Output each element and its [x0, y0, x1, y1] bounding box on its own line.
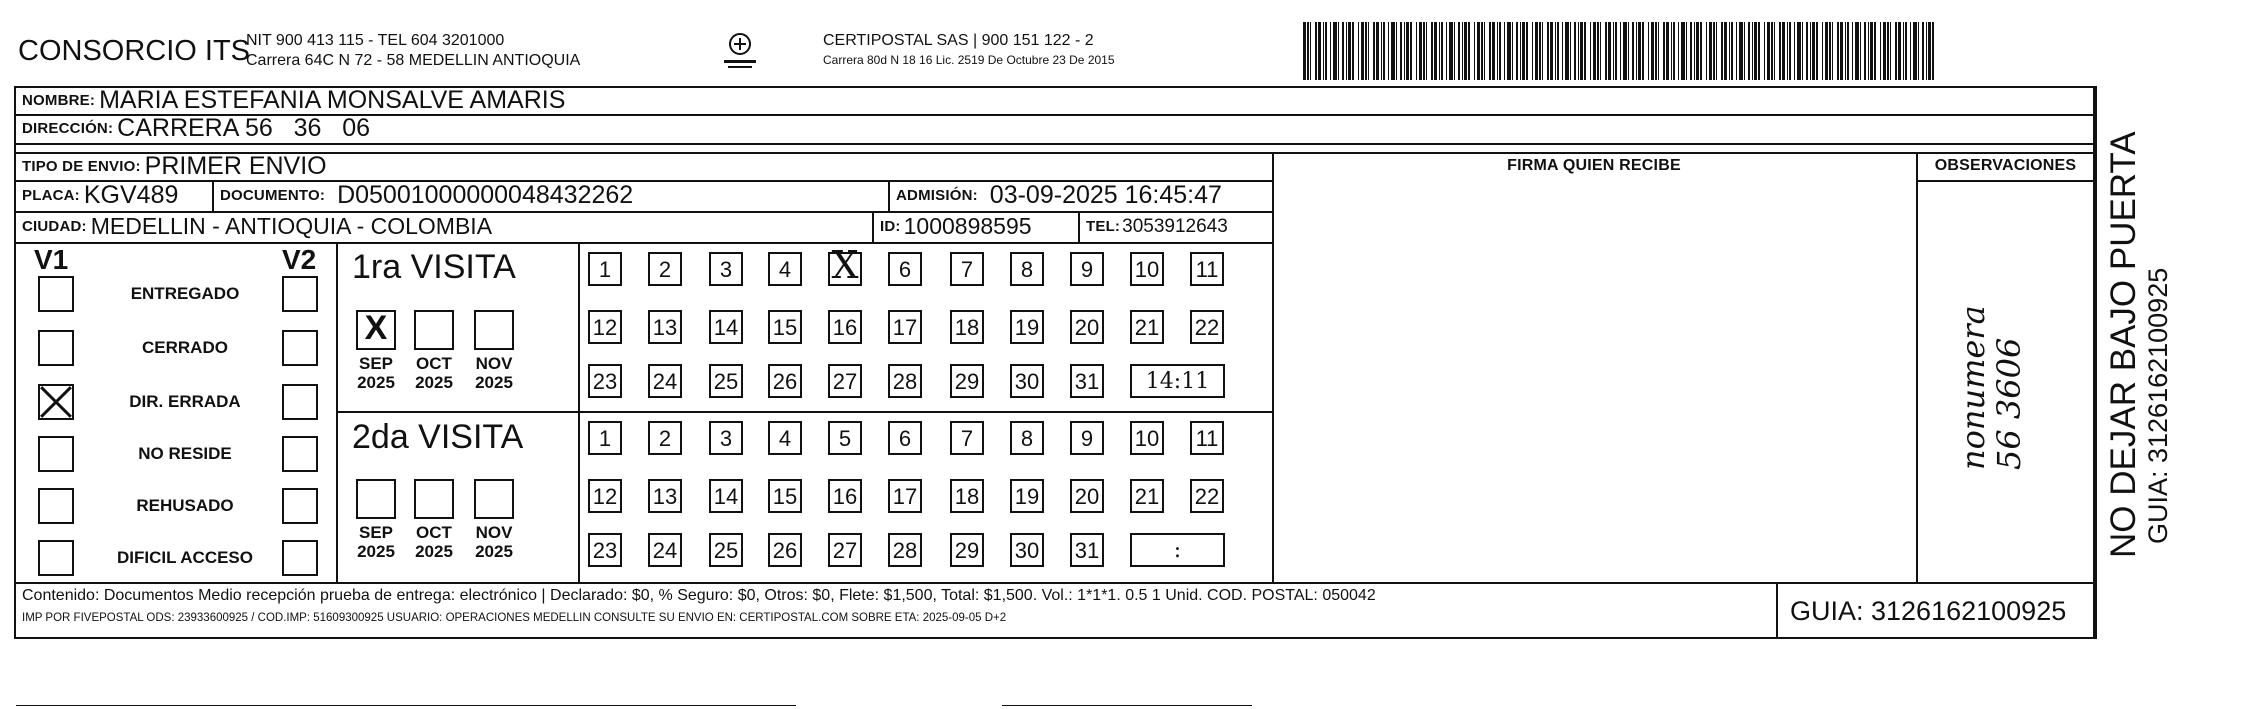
- day-box[interactable]: 4: [768, 252, 802, 286]
- day-box[interactable]: 9: [1070, 421, 1104, 455]
- month-year: 2025: [357, 373, 395, 392]
- direccion-label: DIRECCIÓN:: [22, 120, 114, 137]
- day-box[interactable]: 21: [1130, 479, 1164, 513]
- day-box[interactable]: 29: [950, 533, 984, 567]
- v2-checkbox[interactable]: [282, 488, 318, 524]
- day-box[interactable]: 13: [648, 479, 682, 513]
- day-box[interactable]: 14: [709, 479, 743, 513]
- day-box[interactable]: 31: [1070, 364, 1104, 398]
- day-box[interactable]: 28: [888, 364, 922, 398]
- status-option-label: DIR. ERRADA: [129, 392, 241, 411]
- day-box[interactable]: 2: [648, 421, 682, 455]
- bottom-rule-right: [1002, 705, 1252, 706]
- barcode: [1303, 22, 1935, 80]
- status-option-label: DIFICIL ACCESO: [116, 548, 253, 567]
- month-year: 2025: [475, 542, 513, 561]
- v2-label: V2: [282, 244, 317, 275]
- v1-checkbox[interactable]: [38, 540, 74, 576]
- placa-label: PLACA:: [22, 187, 80, 204]
- day-box[interactable]: 22: [1190, 479, 1224, 513]
- side-warning: NO DEJAR BAJO PUERTA: [2104, 131, 2143, 558]
- side-guia: GUIA: 3126162100925: [2143, 267, 2173, 544]
- side-text: [2105, 131, 2173, 558]
- observaciones-handwriting: [1905, 305, 2045, 570]
- day-box[interactable]: 11: [1190, 252, 1224, 286]
- tel-label: TEL:: [1086, 218, 1121, 235]
- month-name: OCT: [416, 523, 452, 542]
- certipostal-logo: [718, 30, 762, 74]
- v1-checkbox[interactable]: [38, 488, 74, 524]
- month-year: 2025: [415, 373, 453, 392]
- month-year: 2025: [475, 373, 513, 392]
- courier-line1: CERTIPOSTAL SAS | 900 151 122 - 2: [823, 32, 1094, 49]
- documento-row: [220, 180, 633, 211]
- day-box[interactable]: 20: [1070, 310, 1104, 344]
- month-name: NOV: [475, 523, 513, 542]
- firma-label: FIRMA QUIEN RECIBE: [1507, 157, 1681, 174]
- v1-checkbox[interactable]: [38, 384, 74, 420]
- status-option-label: REHUSADO: [136, 496, 234, 515]
- day-box[interactable]: 20: [1070, 479, 1104, 513]
- day-box[interactable]: 12: [588, 310, 622, 344]
- visit-time-box[interactable]: :: [1130, 533, 1225, 567]
- day-box[interactable]: 30: [1010, 364, 1044, 398]
- day-box[interactable]: 23: [588, 533, 622, 567]
- day-box[interactable]: 23: [588, 364, 622, 398]
- sender-name: CONSORCIO ITS: [18, 35, 251, 67]
- v2-checkbox[interactable]: [282, 436, 318, 472]
- month-label: [346, 523, 406, 561]
- day-box[interactable]: 7: [950, 421, 984, 455]
- day-box[interactable]: 7: [950, 252, 984, 286]
- month-name: NOV: [475, 354, 513, 373]
- month-checkbox[interactable]: [414, 479, 454, 519]
- ciudad-row: [22, 211, 492, 242]
- tel-row: [1086, 211, 1228, 242]
- id-row: [880, 211, 1032, 242]
- id-label: ID:: [880, 218, 901, 235]
- handwriting-line1: nonumera: [1954, 305, 1992, 470]
- v1-label: V1: [34, 244, 69, 275]
- placa-value: KGV489: [83, 181, 179, 209]
- day-box[interactable]: 11: [1190, 421, 1224, 455]
- nombre-label: NOMBRE:: [22, 91, 96, 109]
- sender-address: Carrera 64C N 72 - 58 MEDELLIN ANTIOQUIA: [246, 52, 581, 69]
- day-box[interactable]: 16: [828, 310, 862, 344]
- observaciones-label: OBSERVACIONES: [1934, 157, 2077, 174]
- v2-checkbox[interactable]: [282, 276, 318, 312]
- footer-guia: GUIA: 3126162100925: [1790, 596, 2067, 626]
- day-box[interactable]: 6: [888, 421, 922, 455]
- v2-checkbox[interactable]: [282, 540, 318, 576]
- day-box[interactable]: 13: [648, 310, 682, 344]
- day-box[interactable]: 10: [1130, 252, 1164, 286]
- v2-checkbox[interactable]: [282, 330, 318, 366]
- status-option-label: CERRADO: [142, 338, 228, 357]
- documento-value: D05001000000048432262: [337, 181, 634, 209]
- day-box[interactable]: 15: [768, 310, 802, 344]
- month-label: [346, 354, 406, 392]
- month-year: 2025: [357, 542, 395, 561]
- month-year: 2025: [415, 542, 453, 561]
- day-box[interactable]: 26: [768, 533, 802, 567]
- day-box[interactable]: 18: [950, 479, 984, 513]
- footer-content: Contenido: Documentos Medio recepción prueba de entrega: electrónico | Declarado: $0, % Seguro: $0, Otros: $0, Flete: $1,500, Total: $1,500. Vol.: 1*1*1. 0.5 1 Unid. COD. POSTAL: 050042: [22, 587, 1376, 604]
- month-name: SEP: [358, 354, 394, 373]
- day-box[interactable]: 30: [1010, 533, 1044, 567]
- day-box[interactable]: 5: [828, 421, 862, 455]
- visit-time-box[interactable]: 14:11: [1130, 364, 1225, 398]
- day-box[interactable]: 29: [950, 364, 984, 398]
- day-box[interactable]: 3: [709, 252, 743, 286]
- day-box[interactable]: 27: [828, 533, 862, 567]
- admision-row: [896, 180, 1222, 211]
- day-box[interactable]: 10: [1130, 421, 1164, 455]
- day-box[interactable]: 16: [828, 479, 862, 513]
- day-box[interactable]: 26: [768, 364, 802, 398]
- courier-line2: Carrera 80d N 18 16 Lic. 2519 De Octubre 23 De 2015: [823, 53, 1115, 67]
- v1-checkbox[interactable]: [38, 436, 74, 472]
- day-box[interactable]: 21: [1130, 310, 1164, 344]
- day-box[interactable]: 24: [648, 364, 682, 398]
- status-option-label: ENTREGADO: [130, 284, 240, 303]
- tipo-row: [22, 152, 327, 180]
- day-box[interactable]: 22: [1190, 310, 1224, 344]
- placa-row: [22, 180, 178, 211]
- direccion-value: CARRERA 56 36 06: [117, 114, 371, 142]
- day-box[interactable]: 17: [888, 479, 922, 513]
- day-box[interactable]: 14: [709, 310, 743, 344]
- month-checkbox[interactable]: [414, 310, 454, 350]
- day-box[interactable]: 9: [1070, 252, 1104, 286]
- status-option-label: NO RESIDE: [138, 444, 232, 463]
- sender-nit: NIT 900 413 115 - TEL 604 3201000: [246, 32, 505, 49]
- day-box[interactable]: 12: [588, 479, 622, 513]
- day-box[interactable]: 18: [950, 310, 984, 344]
- day-box[interactable]: 31: [1070, 533, 1104, 567]
- day-box[interactable]: 19: [1010, 310, 1044, 344]
- tipo-label: TIPO DE ENVIO:: [22, 157, 141, 175]
- day-box[interactable]: 25: [709, 533, 743, 567]
- v1-checkbox[interactable]: [38, 276, 74, 312]
- tipo-value: PRIMER ENVIO: [144, 151, 327, 180]
- day-box[interactable]: 15: [768, 479, 802, 513]
- day-box[interactable]: 28: [888, 533, 922, 567]
- month-name: OCT: [416, 354, 452, 373]
- month-label: [464, 523, 524, 561]
- day-box[interactable]: 8: [1010, 421, 1044, 455]
- direccion-row: [22, 114, 370, 143]
- day-box[interactable]: 1: [588, 421, 622, 455]
- ciudad-label: CIUDAD:: [22, 218, 87, 235]
- day-box[interactable]: 4: [768, 421, 802, 455]
- month-checkbox[interactable]: [474, 479, 514, 519]
- day-box[interactable]: 24: [648, 533, 682, 567]
- nombre-value: MARIA ESTEFANIA MONSALVE AMARIS: [99, 85, 566, 114]
- day-box[interactable]: 8: [1010, 252, 1044, 286]
- tel-value: 3053912643: [1122, 215, 1228, 237]
- documento-label: DOCUMENTO:: [220, 187, 326, 204]
- month-checkbox[interactable]: [356, 479, 396, 519]
- visit2-title: 2da VISITA: [352, 418, 524, 456]
- day-box[interactable]: 27: [828, 364, 862, 398]
- visit1-title: 1ra VISITA: [352, 248, 516, 286]
- day-box[interactable]: 19: [1010, 479, 1044, 513]
- month-label: [404, 354, 464, 392]
- month-name: SEP: [358, 523, 394, 542]
- ciudad-value: MEDELLIN - ANTIOQUIA - COLOMBIA: [90, 213, 493, 239]
- month-label: [464, 354, 524, 392]
- v2-checkbox[interactable]: [282, 384, 318, 420]
- footer-imp: IMP POR FIVEPOSTAL ODS: 23933600925 / COD.IMP: 51609300925 USUARIO: OPERACIONES MEDELLIN CONSULTE SU ENVIO EN: CERTIPOSTAL.COM SOBRE ETA: 2025-09-05 D+2: [22, 612, 1007, 624]
- v1-checkbox[interactable]: [38, 330, 74, 366]
- day-box[interactable]: 3: [709, 421, 743, 455]
- handwriting-line2: 56 3606: [1990, 337, 2028, 470]
- month-checkbox[interactable]: [474, 310, 514, 350]
- day-box[interactable]: 1: [588, 252, 622, 286]
- day-box[interactable]: 25: [709, 364, 743, 398]
- bottom-rule-left: [16, 705, 796, 706]
- day-box[interactable]: [828, 252, 862, 286]
- nombre-row: [22, 86, 565, 114]
- admision-value: 03-09-2025 16:45:47: [989, 181, 1222, 209]
- admision-label: ADMISIÓN:: [896, 187, 978, 204]
- day-box[interactable]: 6: [888, 252, 922, 286]
- day-box[interactable]: 2: [648, 252, 682, 286]
- month-label: [404, 523, 464, 561]
- month-checkbox[interactable]: [356, 310, 396, 350]
- day-box[interactable]: 17: [888, 310, 922, 344]
- id-value: 1000898595: [903, 213, 1032, 239]
